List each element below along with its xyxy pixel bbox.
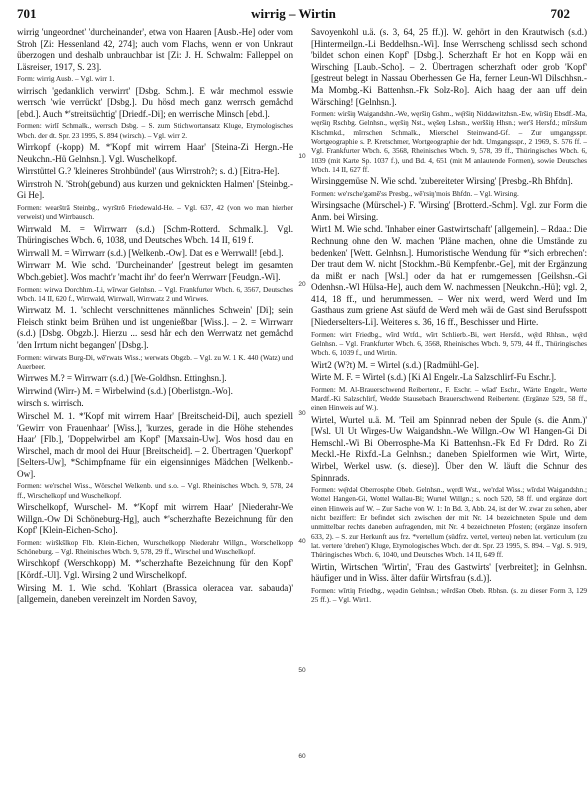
dictionary-entry bbox=[17, 260, 293, 303]
dictionary-entry bbox=[311, 360, 587, 372]
dictionary-entry bbox=[17, 583, 293, 606]
line-number: 40 bbox=[298, 538, 306, 545]
dictionary-entry bbox=[17, 502, 293, 556]
dictionary-entry bbox=[17, 86, 293, 140]
dictionary-entry bbox=[311, 176, 587, 198]
entry-text: Wirrkopf (-kopp) M. *'Kopf mit wirrem Haar' [Steina-Zi Hergn.-He Neukchn.-Hü Gelnhsn.]. Vgl. Wuschelkopf. bbox=[17, 142, 293, 164]
entry-text: Wirsing M. 1. Wie schd. 'Kohlart (Brassica oleracea var. sabauda)' [allgemein, daneben vereinzelt im Norden Savoy, bbox=[17, 582, 293, 605]
dictionary-entry bbox=[311, 224, 587, 357]
entry-forms-note: Formen: wīrtiŋ Friedbg., węədin Gelnhsn.; wērdšən Obeb. Rbhsn. (s. zu dieser Form 3, 129 25 ff.). – Vgl. Wirt1. bbox=[311, 585, 587, 605]
entry-forms-note: Formen: we'rschel Wiss., Wörschel Welkenb. und s.o. – Vgl. Rheinisches Wbch. 9, 578, 24 ff., Wirschelkopf und Wuschelkopf. bbox=[17, 481, 293, 500]
dictionary-entry bbox=[17, 166, 293, 178]
entry-forms-note: Formen: wę̄rdəl Oberrosphe Obeb. Gelnhsn., węrdl Wst., we'rdəl Wiss.; wīrdəl Waigandshn.; Wottel Hangen-Gi, Wottel Wallau-Bi; Wurtel Willgn.; s. noch 520, 58 ff. und ergänze dort einen Hinweis auf W. – Zur Sache von W. 1: In Bd. 3, Abb. 24, ist der W. zwar zu sehen, aber nicht beziffert: Er befindet sich zwischen der mit Nr. 14 bezeichneten Spule und dem unmittelbar rechts daneben aufragenden, mit Nr. 4 bezeichneten Pfosten; (ergänze insofern 633, 2). – S. zur Herkunft aus frz. *vertellum (südfrz. vertel, verteu) neben lat. verticulum (zu lat. vertere 'drehen') Kluge, Etymologisches Wbch. der dt. Spr. 23 1995, S. 894. – Vgl. S. 919, Thüringisches Wbch. 6, 1040, und Deutsches Wbch. 14 II, 649 ff. bbox=[311, 485, 587, 560]
entry-text: wirsch s. wirrisch. bbox=[17, 398, 84, 409]
dictionary-entry bbox=[17, 142, 293, 165]
entry-text: Wirrwald M. = Wirrwarr (s.d.) [Schm-Rotterd. Schmalk.]. Vgl. Thüringisches Wbch. 6, 1038, und Deutsches Wbch. 14 II, 619 f. bbox=[17, 223, 293, 246]
line-number: 50 bbox=[298, 667, 306, 674]
right-column bbox=[311, 27, 587, 792]
entry-text: wirrisch 'gedanklich verwirrt' [Dsbg. Schm.]. E wår mechmol esswie werrsch 'wie verrückt' [Dsbg.]. Du hösd mech ganz werrsch gemåchd [ebd.]. Auch *'streitsüchtig' [Driedf.-Di]; en werrische Minsch [ebd.]. bbox=[17, 85, 293, 119]
entry-forms-note: Formen: wirt Friedbg., wīrd Wtfd., wīrt Schlierb.-Bi, wert Hersfd., wę̄rd Rhhsn., wę̄rd Gelnhsn. – Vgl. Frankfurter Wbch. 6, 3568, Rheinisches Wbch. 9, 579, 44 ff., Thüringisches Wbch. 6, 1039 f., und Wirtin. bbox=[311, 329, 587, 358]
entry-text: Wirrstüttel G.? 'kleineres Strohbündel' (aus Wirrstroh?; s. d.) [Eitra-He]. bbox=[17, 166, 280, 177]
dictionary-entry bbox=[17, 411, 293, 500]
dictionary-entry bbox=[311, 562, 587, 605]
dictionary-entry bbox=[17, 558, 293, 581]
entry-forms-note: Formen: wiršiŋ Waigandshn.-We, węršiŋ Gshm., wę̄ršiŋ Niddawitzhsn.-Ew, wīršiŋ Ebsdf.-Ma, węršiŋ Rschbg. Gelnhsn., węršiŋ Nst., węšeŋ Lshsn., werššiŋ Hhsn.; wer'š Hersfd.; mīrsšum Klschmkd., mīrrschen Schmalk., Mierschel Steinwand-Gf. – Zur umgangsspr. Wortgeographie s. P. Kretschmer, Wortgeographie der hdt. Umgangsspr., 2 1969, S. 576 ff. – Vgl. Frankfurter Wbch. 6, 3568, Rheinisches Wbch. 9, 578, 39 ff., Thüringisches Wbch. 6, 1039 (mit Karte Sp. 1037 f.), und Bd. 4, 651 (mit M anlautende Formen), sowie Deutsches Wbch. 14 II, 627 ff. bbox=[311, 109, 587, 174]
dictionary-entry bbox=[311, 27, 587, 174]
page-header bbox=[17, 6, 570, 24]
entry-text: Wirschelkopf, Wurschel- M. *'Kopf mit wirrem Haar' [Niederahr-We Willgn.-Ow Di Schöneburg-Hg], auch *'scherzhafte Bezeichnung für den Kopf' [Klein-Eichen-Scho]. bbox=[17, 502, 293, 536]
dictionary-entry bbox=[17, 386, 293, 398]
entry-forms-note: Formen: wirlî Schmalk., werrsch Dsbg. – S. zum Stichwortansatz Kluge, Etymologisches Wbch. der dt. Spr. 23 1995, S. 894 (wirsch). – Vgl. wirr 2. bbox=[17, 121, 293, 140]
dictionary-entry bbox=[17, 373, 293, 385]
entry-text: Wirsinggemüse N. Wie schd. 'zubereiteter Wirsing' [Presbg.-Rh Bhfdn]. bbox=[311, 176, 573, 187]
entry-forms-note: Formen: wearštrā Steinbg., wyrštrō Friedewald-He. – Vgl. 637, 42 (von wo man hierher verweist) und Wirrbausch. bbox=[17, 203, 293, 222]
left-column bbox=[17, 27, 293, 792]
dictionary-entry bbox=[17, 248, 293, 260]
entry-forms-note: Formen: we'rsche'gəmē'ss Presbg., wē'rsiŋ'mois Bhfdn. – Vgl. Wirsing. bbox=[311, 188, 519, 198]
page-number-right: 702 bbox=[550, 6, 570, 21]
line-number-gutter bbox=[296, 27, 308, 792]
line-number: 30 bbox=[298, 410, 306, 417]
entry-forms-note: Formen: wirwa Dorchhm.-Li, wīrwar Gelnhsn. – Vgl. Frankfurter Wbch. 6, 3567, Deutsches Wbch. 14 II, 620 f., Wirrwald, Wirrwall, Wirrwatz 2 und Wirwes. bbox=[17, 284, 293, 303]
running-title: wirrig – Wirtin bbox=[251, 6, 336, 21]
entry-text: Wirrwall M. = Wirrwarr (s.d.) [Welkenb.-Ow]. Dat es e Werrwall! [ebd.]. bbox=[17, 247, 284, 258]
dictionary-entry bbox=[17, 398, 293, 410]
line-number: 20 bbox=[298, 281, 306, 288]
dictionary-entry bbox=[17, 179, 293, 222]
entry-text: Wirte M. F. = Wirtel (s.d.) [Ki Al Engelr.-La Salzschlirf-Fu Eschr.]. bbox=[311, 372, 557, 383]
entry-forms-note: Formen: M. Al-Brauerschwend Reibertenr., F. Eschr. – wīad' Eschr., Wärte Engelr., Werte Mardf.-Ki Salzschlirf, Wedde Stausebach Brauerschwend Reibertenr. (Ergänze 529, 58 ff., einen Hinweis auf W.). bbox=[311, 384, 587, 413]
entry-text: wirrig 'ungeordnet' 'durcheinander', etwa von Haaren [Ausb.-He] oder vom Stroh [Zi: Hessenland 42, 274]; auch vom Flachs, wenn er von Unkraut überzogen und deshalb unbrauchbar ist [Zi: J. H. Schwalm: Falleppel on Läsreiser, 1917, S. 23]. bbox=[17, 27, 293, 72]
entry-forms-note: Formen: wirškšlkop Flb. Klein-Eichen, Wurschelkopp Niederahr Willgn., Worschelkopp Schöneburg. – Vgl. Rheinisches Wbch. 9, 578, 29 ff., Wirschel und Wuschelkopf. bbox=[17, 537, 293, 557]
entry-text: Wirsingsache (Mürschel-) F. 'Wirsing' [Brotterd.-Schm]. Vgl. zur Form die Anm. bei Wirsing. bbox=[311, 200, 587, 222]
entry-text: Wirrwatz M. 1. 'schlecht verschnittenes männliches Schwein' [Di]; sein Fleisch stinkt beim Brühen und ist ungenießbar [Wiss.]. – 2. = Wirrwarr (s.d.) [Dsbg. Obgzb.]. Hierzu ... sesd hår ech den Werrwatz net gemåchd 'den Irrtum nicht begangen' [Dsbg.]. bbox=[17, 305, 293, 350]
dictionary-entry bbox=[17, 305, 293, 371]
line-number: 10 bbox=[298, 153, 306, 160]
entry-text: Wirrwind (Wirr-) M. = Wirbelwind (s.d.) [Oberlistgn.-Wo]. bbox=[17, 385, 233, 396]
line-number: 60 bbox=[298, 753, 306, 760]
entry-text: Wirtin, Wirtschen 'Wirtin', 'Frau des Gastwirts' [verbreitet]; in Gelnhsn. häufiger und in Wiss. älter dafür Wirtsfrau (s.d.)]. bbox=[311, 561, 587, 584]
dictionary-entry bbox=[17, 27, 293, 84]
dictionary-entry bbox=[17, 224, 293, 247]
dictionary-entry bbox=[311, 200, 587, 223]
entry-text: Wirt2 (W?t) M. = Wirtel (s.d.) [Radmühl-Ge]. bbox=[311, 359, 479, 370]
entry-forms-note: Formen: wirwats Burg-Di, wē'rwats Wiss.; werwats Obgzb. – Vgl. zu W. 1 K. 440 (Watz) und Auerbeer. bbox=[17, 352, 293, 371]
dictionary-entry bbox=[311, 415, 587, 560]
entry-text: Wirrwes M.? = Wirrwarr (s.d.) [We-Goldhsn. Ettinghsn.]. bbox=[17, 373, 227, 384]
dictionary-entry bbox=[311, 372, 587, 412]
entry-forms-note: Form: wirrig Ausb. – Vgl. wirr 1. bbox=[17, 74, 115, 84]
entry-text: Savoyenkohl u.ä. (s. 3, 64, 25 ff.)]. W. gehört in den Krautwisch (s.d.) [Hintermeilgn.-Li Beddelhsn.-Wi]. Inse Werrscheng schlissd sech schond 'bildet schon einen Kopf' [Dsbg.]. Scherzhaft Er hot en Kopp wäi en Wirsching [Laub.-Scho]. – 2. Übertragen scherzhaft oder grob 'Kopf' [gestreut belegt in Nassau Oberhessen Ge Ha, ferner Leun-Wl Dilschhsn.-Ma Mombg.-Ki Battenhsn.-Fk Solz-Ro]. Aich haag der aan uff dein Wärsching! [Gelnhsn.]. bbox=[311, 27, 587, 107]
entry-text: Wirrstroh N. 'Stroh(gebund) aus kurzen und geknickten Halmen' [Steinbg.-Gi He]. bbox=[17, 178, 293, 201]
page-number-left: 701 bbox=[17, 6, 37, 21]
entry-text: Wirrwarr M. Wie schd. 'Durcheinander' [gestreut belegt im gesamten Wbch.gebiet]. Wos macht'r 'macht ihr' do feer'n Werrwarr [Feudgn.-Wi]. bbox=[17, 260, 293, 282]
entry-text: Wirschel M. 1. *'Kopf mit wirrem Haar' [Breitscheid-Di], auch speziell 'Gewirr von Frauenhaar' [Wiss.], 'kurzes, gerade in die Höhe stehendes Haar' [Flb.], 'Doppelwirbel am Kopf' [Maxsain-Uw]. Wos hosd dau en Wirschel, mach dr mool dei Huur [Breitscheid]. – 2. Übertragen 'Querkopf' [Selters-Uw], *Schimpfname für ein eigensinniges Mädchen [Welkenb.-Ow]. bbox=[17, 410, 293, 479]
entry-text: Wirtel, Wurtel u.ä. M. 'Teil am Spinnrad neben der Spule (s. die Anm.)' [Wsl. Ul Ut Wirges-Uw Waigandshn.-We Willgn.-Ow Wl Hangen-Gi Di Hemschl.-Wi Bi Oberrosphe-Ma Ki Battenhsn.-Fk Ed Fr Ddrd. Ro Zi Meckl.-He Rixfd.-La Gelnhsn.; daneben Spielformen wie Wirt, Wirte, Wirbel, Werkel usw. (s. diese)]. Über den W. läuft die Schnur des Spinnrads. bbox=[311, 414, 587, 483]
entry-text: Wirschkopf (Werschkopp) M. *'scherzhafte Bezeichnung für den Kopf' [Kördf.-Ul]. Vgl. Wirsing 2 und Wirschelkopf. bbox=[17, 558, 293, 581]
entry-text: Wirt1 M. Wie schd. 'Inhaber einer Gastwirtschaft' [allgemein]. – Rdaa.: Die Rechnung ohne den W. machen 'Pläne machen, ohne die Umstände zu bedenken' [Wett. Gelnhsn.]. Humoristische Wendung für *'sich erbrechen': Der traut dem W. nicht [Stockhm.-Bü Kempfenbr.-Ge], mit der Ergänzung da mißt er nach [Wsl.] oder da hat er rumgemessen [Geilshsn.-Gi Odenhsn.-Wl Hülsa-He], auch dem W. nachmessen [Neukchn.-Hü]; vgl. 2, 414, 18 ff., und herummessen. – Wer nix werd, werd Werd und Im Gasthaus zum griene Ast säufd de Werd meh wäi de Gast sind Berufsspott [Niederselters-Li]. Weiteres s. 36, 16 ff., Beschisser und Hirte. bbox=[311, 224, 587, 328]
